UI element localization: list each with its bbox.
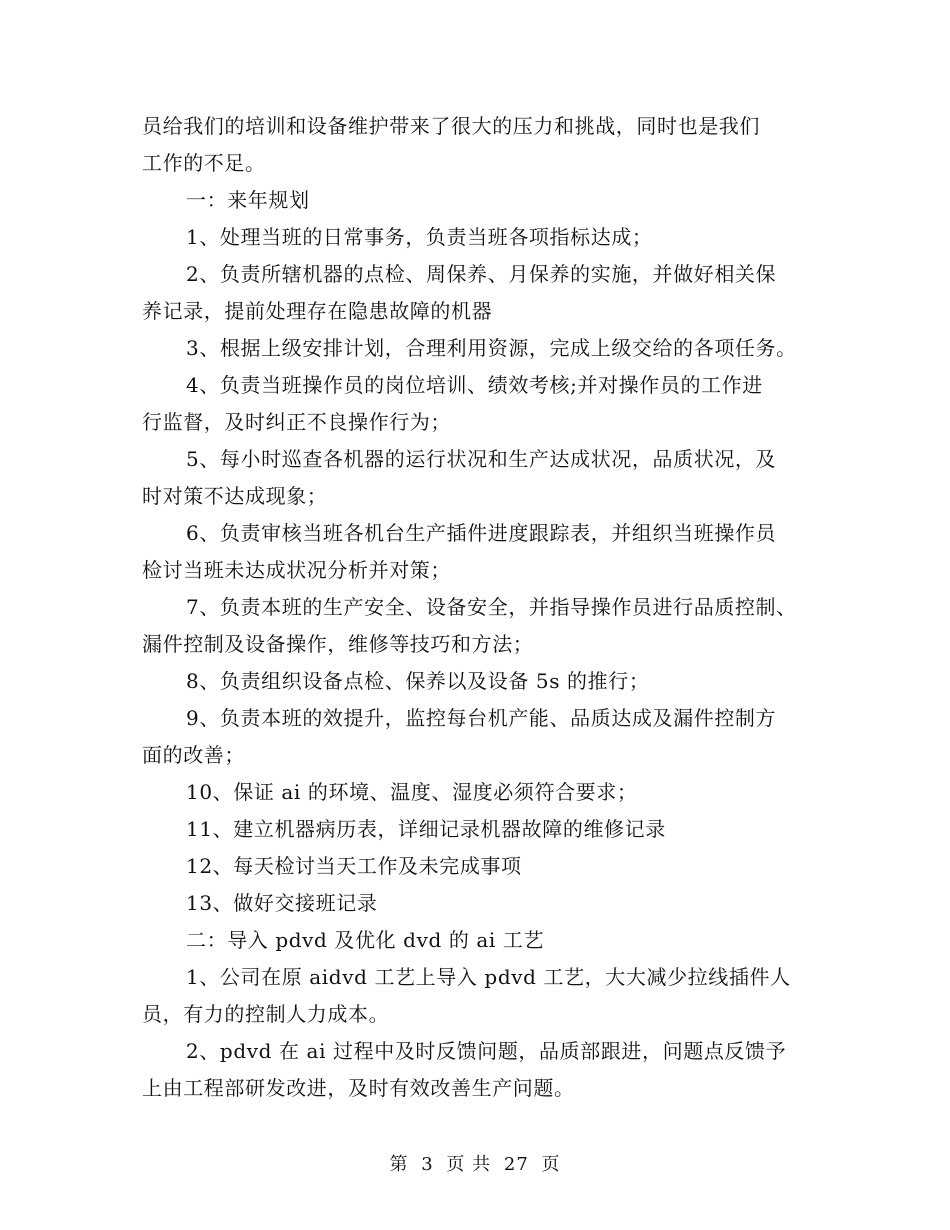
text-line: 工作的不足。	[142, 151, 266, 175]
footer-current-page: 3	[421, 1154, 434, 1175]
text-line: 3、根据上级安排计划，合理利用资源，完成上级交给的各项任务。	[186, 336, 797, 360]
text-line: 上由工程部研发改进，及时有效改善生产问题。	[142, 1076, 575, 1100]
text-line: 4、负责当班操作员的岗位培训、绩效考核;并对操作员的工作进	[186, 373, 763, 397]
text-line: 8、负责组织设备点检、保养以及设备 5s 的推行；	[186, 669, 650, 693]
page-footer	[0, 1150, 950, 1176]
text-line: 1、公司在原 aidvd 工艺上导入 pdvd 工艺，大大减少拉线插件人	[186, 965, 791, 989]
text-line: 员给我们的培训和设备维护带来了很大的压力和挑战，同时也是我们	[142, 114, 760, 138]
text-line: 养记录，提前处理存在隐患故障的机器	[142, 299, 493, 323]
document-body	[142, 108, 832, 1107]
footer-prefix: 第	[389, 1154, 409, 1175]
text-line: 检讨当班未达成状况分析并对策；	[142, 558, 451, 582]
text-line: 9、负责本班的效提升，监控每台机产能、品质达成及漏件控制方	[186, 706, 777, 730]
text-line: 漏件控制及设备操作，维修等技巧和方法；	[142, 632, 534, 656]
footer-suffix: 页	[541, 1154, 561, 1175]
text-line: 12、每天检讨当天工作及未完成事项	[186, 854, 522, 878]
footer-total-pages: 27	[503, 1154, 529, 1175]
text-line: 2、负责所辖机器的点检、周保养、月保养的实施，并做好相关保	[186, 262, 777, 286]
text-line: 时对策不达成现象；	[142, 484, 328, 508]
text-line: 2、pdvd 在 ai 过程中及时反馈问题，品质部跟进，问题点反馈予	[186, 1039, 787, 1063]
text-line: 11、建立机器病历表，详细记录机器故障的维修记录	[186, 817, 666, 841]
text-line: 员，有力的控制人力成本。	[142, 1002, 390, 1026]
text-line: 5、每小时巡查各机器的运行状况和生产达成状况，品质状况，及	[186, 447, 777, 471]
footer-middle: 页 共	[446, 1154, 492, 1175]
text-line: 10、保证 ai 的环境、温度、湿度必须符合要求；	[186, 780, 638, 804]
text-line: 二：导入 pdvd 及优化 dvd 的 ai 工艺	[186, 928, 545, 952]
text-line: 7、负责本班的生产安全、设备安全，并指导操作员进行品质控制、	[186, 595, 797, 619]
text-line: 1、处理当班的日常事务，负责当班各项指标达成；	[186, 225, 653, 249]
text-line: 面的改善；	[142, 743, 245, 767]
text-line: 6、负责审核当班各机台生产插件进度跟踪表，并组织当班操作员	[186, 521, 777, 545]
text-line: 13、做好交接班记录	[186, 891, 378, 915]
text-line: 行监督，及时纠正不良操作行为；	[142, 410, 451, 434]
text-line: 一：来年规划	[186, 188, 310, 212]
